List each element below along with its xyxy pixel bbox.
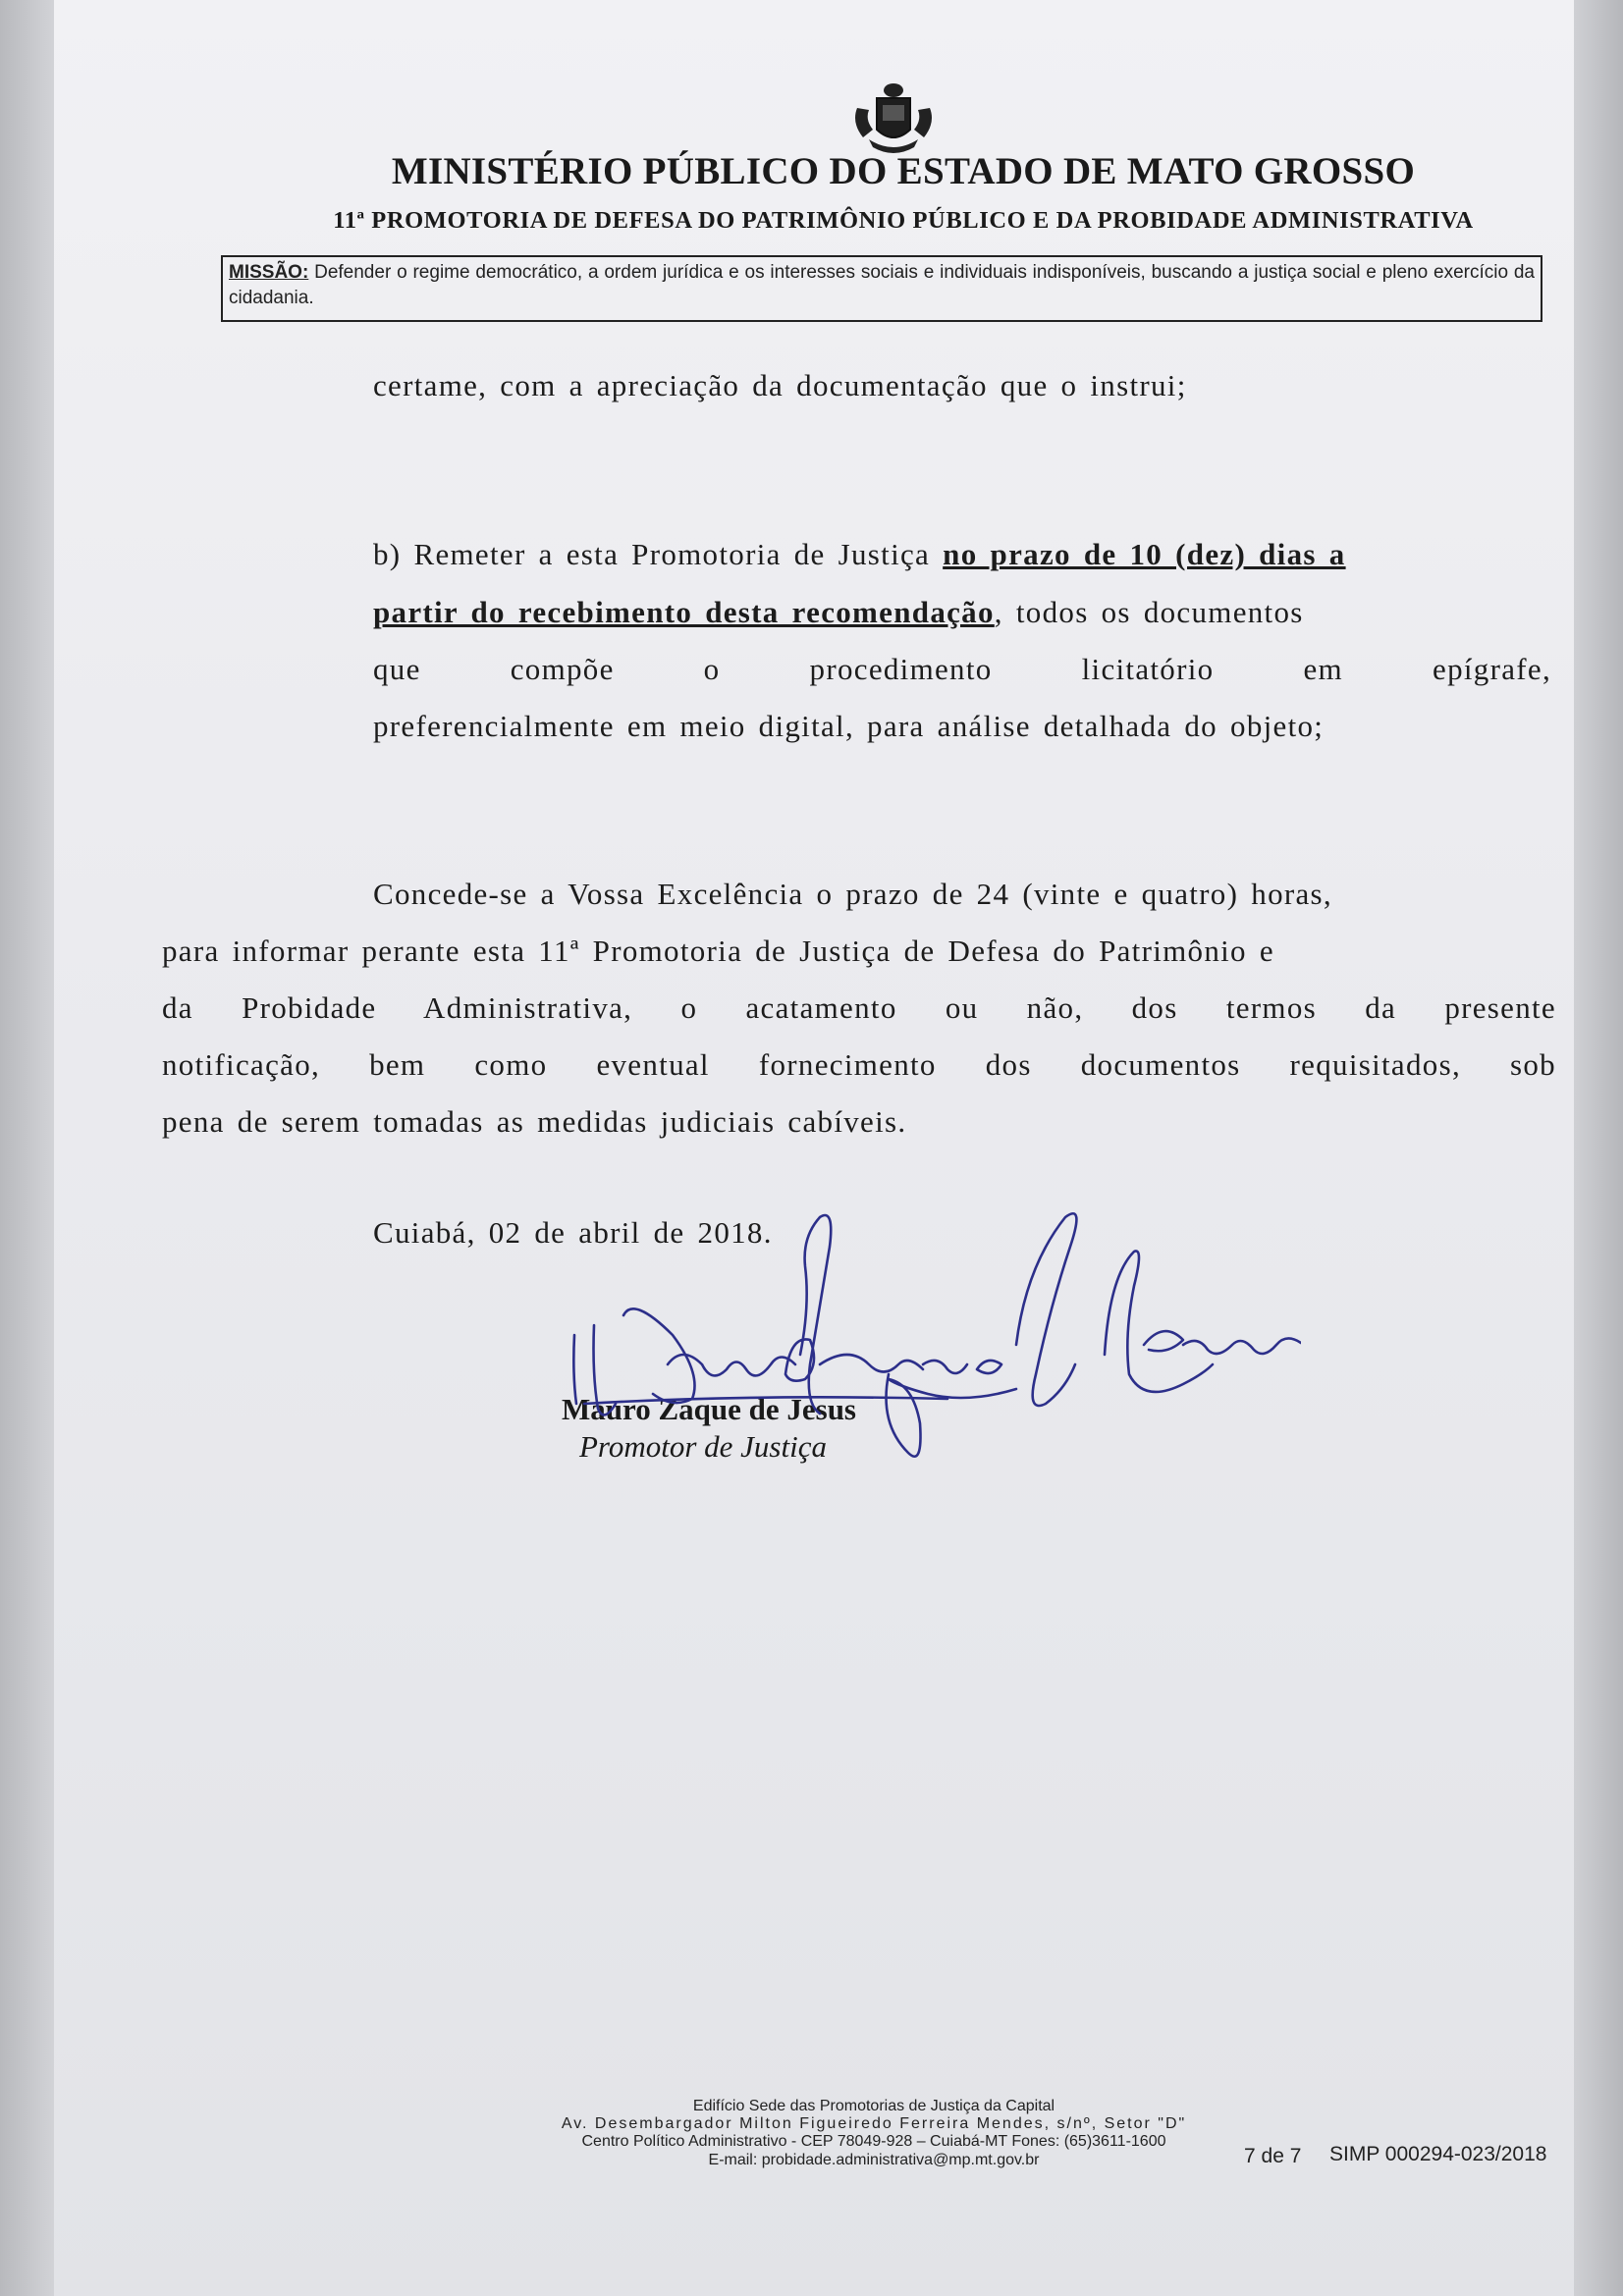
item-b-deadline-emphasis: no prazo de 10 (dez) dias a	[943, 537, 1346, 571]
mission-text: Defender o regime democrático, a ordem jurídica e os interesses sociais e individuais indisponíveis, buscando a justiça social e pleno exercício da cidadania.	[229, 262, 1535, 308]
mission-label: MISSÃO:	[229, 262, 309, 283]
signatory-role: Promotor de Justiça	[579, 1429, 827, 1464]
coat-of-arms-icon	[849, 79, 938, 157]
scan-edge-left	[0, 0, 54, 2296]
organization-title: MINISTÉRIO PÚBLICO DO ESTADO DE MATO GROSSO	[391, 150, 1416, 192]
document-page	[54, 0, 1574, 2296]
body-line-certame: certame, com a apreciação da documentação que o instrui;	[373, 368, 1187, 402]
organization-subtitle: 11ª PROMOTORIA DE DEFESA DO PATRIMÔNIO PÚBLICO E DA PROBIDADE ADMINISTRATIVA	[333, 207, 1474, 234]
page-number: 7 de 7	[1244, 2145, 1302, 2167]
concede-line-1: Concede-se a Vossa Excelência o prazo de 24 (vinte e quatro) horas,	[373, 877, 1332, 911]
footer-email: E-mail: probidade.administrativa@mp.mt.gov.br	[708, 2152, 1040, 2168]
concede-line-2: para informar perante esta 11ª Promotoria de Justiça de Defesa do Patrimônio e	[162, 934, 1274, 968]
item-b-text-cont: , todos os documentos	[994, 595, 1304, 629]
item-b-line-4: preferencialmente em meio digital, para análise detalhada do objeto;	[373, 709, 1325, 743]
item-b-line-1	[373, 537, 1551, 572]
handwritten-signature	[555, 1207, 1301, 1482]
simp-reference: SIMP 000294-023/2018	[1329, 2143, 1547, 2165]
place-and-date: Cuiabá, 02 de abril de 2018.	[373, 1215, 773, 1250]
concede-line-5: pena de serem tomadas as medidas judiciais cabíveis.	[162, 1104, 907, 1139]
footer-address: Av. Desembargador Milton Figueiredo Ferreira Mendes, s/nº, Setor "D"	[561, 2115, 1187, 2132]
mission-statement	[221, 255, 1542, 322]
item-b-text: b) Remeter a esta Promotoria de Justiça	[373, 537, 944, 571]
concede-line-4: notificação, bem como eventual fornecimento dos documentos requisitados, sob	[162, 1047, 1556, 1082]
scan-edge-right	[1574, 0, 1623, 2296]
item-b-line-2	[373, 595, 1304, 630]
footer-building: Edifício Sede das Promotorias de Justiça da Capital	[692, 2098, 1055, 2114]
footer-cep-phones: Centro Político Administrativo - CEP 78049-928 – Cuiabá-MT Fones: (65)3611-1600	[581, 2133, 1166, 2150]
concede-line-3: da Probidade Administrativa, o acatamento ou não, dos termos da presente	[162, 990, 1556, 1025]
item-b-line-3: que compõe o procedimento licitatório em epígrafe,	[373, 652, 1551, 686]
item-b-deadline-emphasis-cont: partir do recebimento desta recomendação	[373, 595, 995, 629]
signatory-name: Mauro Zaque de Jesus	[562, 1392, 856, 1426]
